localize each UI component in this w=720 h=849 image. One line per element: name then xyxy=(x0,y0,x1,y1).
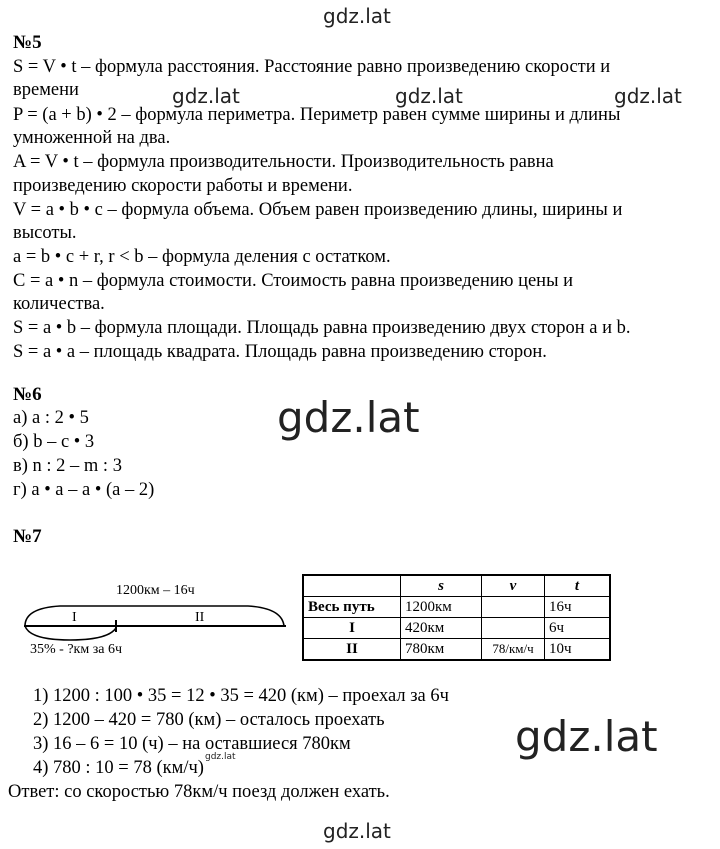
table-header-cell: s xyxy=(401,575,482,597)
table-header-row xyxy=(303,575,610,597)
table-cell: II xyxy=(303,639,401,661)
task5-line: высоты. xyxy=(13,223,77,243)
task6-item: б) b – c • 3 xyxy=(13,432,95,452)
task6-item: в) n : 2 – m : 3 xyxy=(13,456,122,476)
task6-title: №6 xyxy=(13,384,42,405)
table-cell: I xyxy=(303,618,401,639)
watermark-row2a: gdz.lat xyxy=(172,84,240,108)
task5-line: S = a • a – площадь квадрата. Площадь равна произведению сторон. xyxy=(13,342,547,362)
diagram-top-label: 1200км – 16ч xyxy=(116,583,195,598)
watermark-big-middle: gdz.lat xyxy=(277,393,420,442)
watermark-tiny: gdz.lat xyxy=(205,752,236,762)
solution-step: 4) 780 : 10 = 78 (км/ч) xyxy=(33,758,204,778)
watermark-row2b: gdz.lat xyxy=(395,84,463,108)
watermark-top: gdz.lat xyxy=(323,4,391,28)
watermark-big-bottom: gdz.lat xyxy=(515,712,658,761)
task5-line: умноженной на два. xyxy=(13,128,171,148)
solution-step: 2) 1200 – 420 = 780 (км) – осталось проехать xyxy=(33,710,385,730)
watermark-row2c: gdz.lat xyxy=(614,84,682,108)
table-header-cell: v xyxy=(482,575,545,597)
segment-label-ii: II xyxy=(195,610,205,625)
table-row xyxy=(303,618,610,639)
task5-line: S = a • b – формула площади. Площадь равна произведению двух сторон a и b. xyxy=(13,318,631,338)
table-row xyxy=(303,597,610,618)
solution-step: 3) 16 – 6 = 10 (ч) – на оставшиеся 780км xyxy=(33,734,351,754)
watermark-bottom: gdz.lat xyxy=(323,819,391,843)
diagram-bottom-label: 35% - ?км за 6ч xyxy=(30,642,122,657)
answer-line: Ответ: со скоростью 78км/ч поезд должен ехать. xyxy=(8,782,390,802)
table-cell xyxy=(482,597,545,618)
task5-title: №5 xyxy=(13,32,42,53)
table-header-cell xyxy=(303,575,401,597)
table-cell: 1200км xyxy=(401,597,482,618)
task6-item: а) a : 2 • 5 xyxy=(13,408,89,428)
task7-title: №7 xyxy=(13,526,42,547)
table-cell: 420км xyxy=(401,618,482,639)
table-cell: Весь путь xyxy=(303,597,401,618)
task5-line: A = V • t – формула производительности. Производительность равна xyxy=(13,152,554,172)
task5-line: произведению скорости работы и времени. xyxy=(13,176,353,196)
task5-line: V = a • b • c – формула объема. Объем равен произведению длины, ширины и xyxy=(13,200,623,220)
table-cell: 16ч xyxy=(545,597,611,618)
table-cell: 6ч xyxy=(545,618,611,639)
task5-line: C = a • n – формула стоимости. Стоимость равна произведению цены и xyxy=(13,271,574,291)
task5-line: S = V • t – формула расстояния. Расстояние равно произведению скорости и xyxy=(13,57,611,77)
task5-line: количества. xyxy=(13,294,105,314)
segment-diagram xyxy=(20,598,290,643)
task5-line: P = (a + b) • 2 – формула периметра. Периметр равен сумме ширины и длины xyxy=(13,105,621,125)
task5-line: a = b • c + r, r < b – формула деления с остатком. xyxy=(13,247,391,267)
data-table xyxy=(302,574,611,661)
total-brace xyxy=(25,606,284,626)
table-header-cell: t xyxy=(545,575,611,597)
task6-item: г) a • a – a • (a – 2) xyxy=(13,480,155,500)
table-cell: 10ч xyxy=(545,639,611,661)
part1-brace xyxy=(25,626,116,640)
table-cell: 780км xyxy=(401,639,482,661)
segment-label-i: I xyxy=(72,610,77,625)
table-cell: 78/км/ч xyxy=(482,639,545,661)
task5-line: времени xyxy=(13,80,79,100)
table-row xyxy=(303,639,610,661)
solution-step: 1) 1200 : 100 • 35 = 12 • 35 = 420 (км) – проехал за 6ч xyxy=(33,686,449,706)
table-cell xyxy=(482,618,545,639)
